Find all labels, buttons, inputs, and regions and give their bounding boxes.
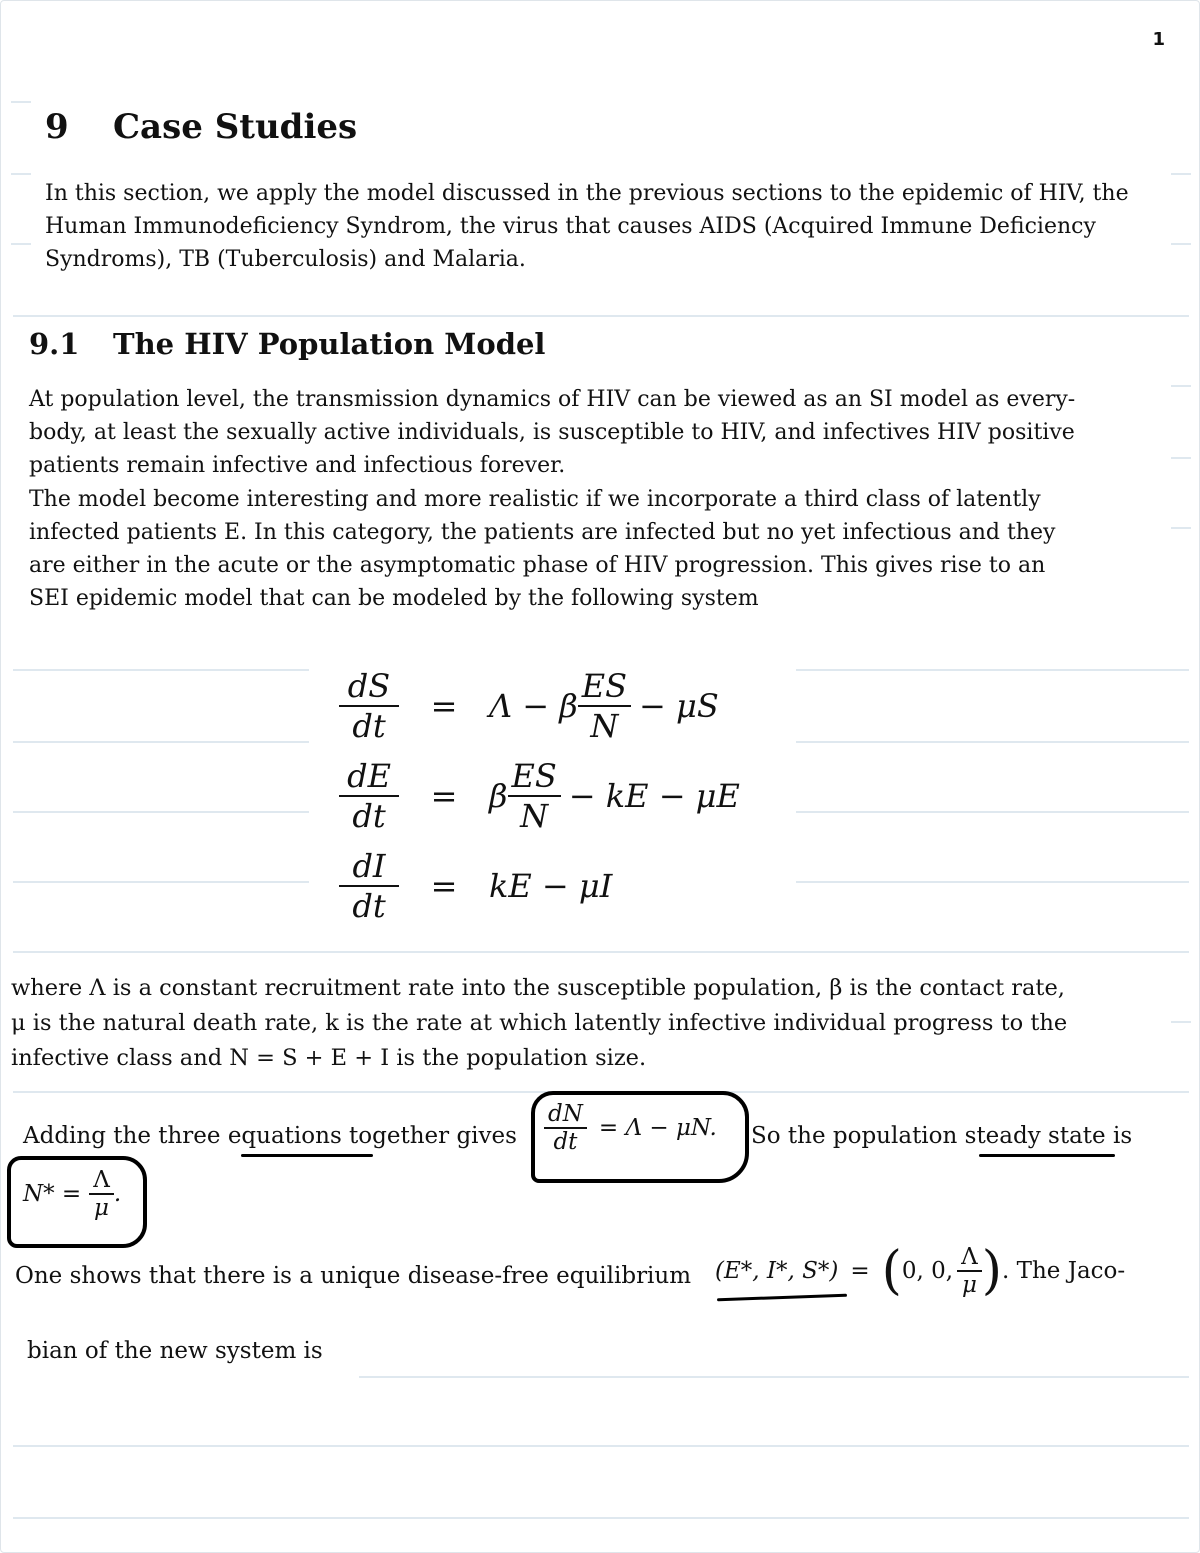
equilibrium-equation [715,1241,1125,1301]
rhs-term: β [489,777,508,815]
population-derivative [544,1101,717,1155]
text-line: infected patients E. In this category, the patients are infected but no yet infectious and they [29,520,1056,545]
page-rule [1171,527,1191,529]
page-rule [796,741,1189,743]
fraction: $\frac{ES}{N}$ [508,757,561,835]
equals-sign: = [850,1258,870,1284]
equals-sign: = [430,777,458,815]
adding-text: Adding the three equations together gives [23,1123,517,1149]
page-rule [11,101,31,103]
page-rule [13,669,309,671]
text-line: body, at least the sexually active individuals, is susceptible to HIV, and infectives HIV positive [29,420,1075,445]
rhs-term: Λ − β [489,687,578,725]
paragraph-parameters [11,971,1146,1076]
equation-system [339,661,740,931]
page-rule [11,243,31,245]
page-rule [1171,243,1191,245]
page-rule [13,1445,1189,1447]
equals-sign: = [430,867,458,905]
page-rule [13,315,1189,317]
section-title: Case Studies [113,107,358,147]
subsection-title: The HIV Population Model [113,327,546,361]
intro-paragraph [45,177,1145,276]
page-rule [11,173,31,175]
subsection-heading [29,327,545,361]
page-rule [13,1517,1189,1519]
lhs-term: N* = [23,1181,82,1207]
page-rule [796,811,1189,813]
derivative-fraction: $\frac{dI}{dt}$ [339,847,399,925]
rhs-term: − μS [639,687,719,725]
section-number: 9 [45,107,69,147]
page-rule [13,881,309,883]
text-line: Human Immunodeficiency Syndrom, the virus that causes AIDS (Acquired Immune Deficiency [45,214,1096,239]
equation-ds [339,661,740,751]
page-rule [13,741,309,743]
page-rule [796,669,1189,671]
rhs-term: − kE − μE [568,777,740,815]
jacobian-text: bian of the new system is [27,1338,323,1364]
text-line: SEI epidemic model that can be modeled by the following system [29,586,759,611]
equation-de [339,751,740,841]
fraction: $\frac{\Lambda}{\mu}$ [89,1167,114,1221]
paragraph-sei-model [29,483,1129,615]
page-rule [1171,385,1191,387]
paragraph-si-model [29,383,1129,482]
fraction: $\frac{\Lambda}{\mu}$ [957,1244,982,1298]
page-rule [1171,173,1191,175]
right-paren: ) [981,1241,1003,1301]
jacobian-lead: . The Jaco- [1002,1258,1126,1284]
text-line: At population level, the transmission dynamics of HIV can be viewed as an SI model as every- [29,387,1076,412]
text-line: μ is the natural death rate, k is the rate at which latently infective individual progress to the [11,1010,1068,1036]
fraction: $\frac{ES}{N}$ [578,667,631,745]
page-rule [13,811,309,813]
handwritten-underline [241,1154,373,1157]
rhs-term: = Λ − μN. [598,1115,717,1141]
page-rule [13,951,1189,953]
page-rule [1171,457,1191,459]
text-line: Syndroms), TB (Tuberculosis) and Malaria. [45,247,526,272]
equals-sign: = [430,687,458,725]
steady-state-text: So the population steady state is [751,1123,1133,1149]
period: . [113,1181,122,1207]
subsection-number: 9.1 [29,327,80,361]
fraction: $\frac{dN}{dt}$ [544,1101,587,1155]
page-number: 1 [1152,29,1165,50]
equation-di [339,841,740,931]
page-rule [796,881,1189,883]
page-rule [1171,1021,1191,1023]
left-paren: ( [881,1241,902,1301]
text-line: patients remain infective and infectious forever. [29,453,566,478]
rhs-term: kE − μI [489,867,613,905]
steady-state-equation [23,1167,121,1221]
text-line: are either in the acute or the asymptomatic phase of HIV progression. This gives rise to an [29,553,1046,578]
text-line: In this section, we apply the model discussed in the previous sections to the epidemic of HIV, the [45,181,1129,206]
derivative-fraction: $\frac{dS}{dt}$ [339,667,399,745]
handwritten-underline [979,1154,1115,1157]
equilibrium-values: 0, 0, [901,1258,954,1284]
text-line: The model become interesting and more realistic if we incorporate a third class of latently [29,487,1041,512]
equilibrium-tuple: (E*, I*, S*) [715,1258,839,1284]
section-heading [45,107,357,147]
derivative-fraction: $\frac{dE}{dt}$ [339,757,399,835]
text-line: where Λ is a constant recruitment rate into the susceptible population, β is the contact rate, [11,975,1065,1001]
text-line: infective class and N = S + E + I is the population size. [11,1045,647,1071]
equilibrium-text: One shows that there is a unique disease-free equilibrium [15,1263,692,1289]
page-rule [359,1376,1189,1378]
